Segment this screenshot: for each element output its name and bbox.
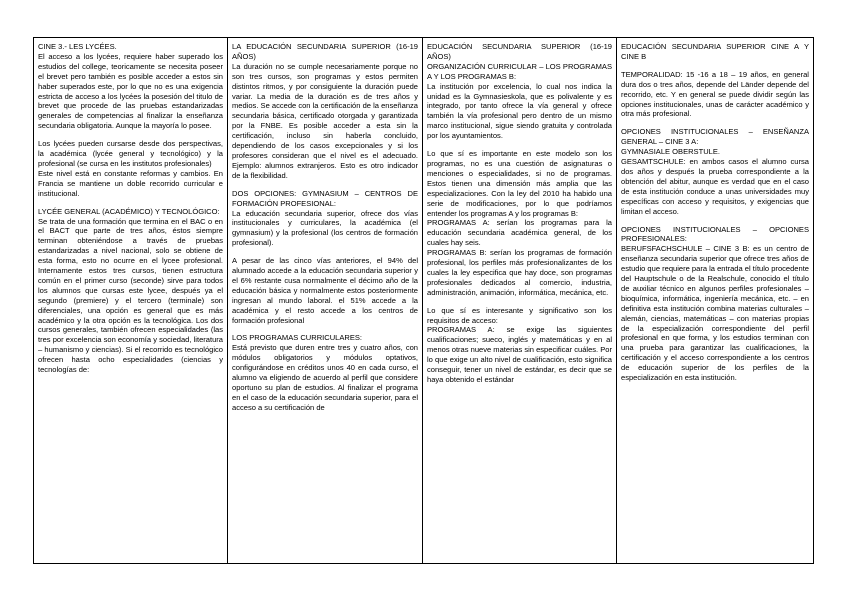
paragraph: LOS PROGRAMAS CURRICULARES: [232,333,362,343]
paragraph: ORGANIZACIÓN CURRICULAR – LOS PROGRAMAS A Y LOS PROGRAMAS B: [427,61,612,81]
paragraph: La duración no se cumple necesariamente porque no son tres cursos, son programas y estos permiten distintos ritmos, y por consiguiente la duración puede variar. La media de la duración es de tres años y medios. Se accede con la certificación de la enseñanza secundaria básica, certificado otorgada y garantizada por la FNBE. Es posible acceder a esta sin la certificación, incluso sin haberla concluido, dependiendo de los casos excepcionales y si los profesores consideran que el nivel es el adecuado. Ejemplo: alumnos extranjeros. Esto es otro indicador de la flexibilidad. [232,61,418,180]
paragraph: OPCIONES INSTITUCIONALES – ENSEÑANZA GENERAL – CINE 3 A: [621,127,809,147]
paragraph-spacer [38,199,223,207]
paragraph-spacer [621,119,809,127]
paragraph: PROGRAMAS B: serían los programas de formación profesional, los perfiles más profesionalizantes de los cuales la ley especifica que hay doce, son programas profesionales dedicados al comercio, industria, administración, animación, informática, mecánica, etc. [427,248,612,297]
paragraph: La educación secundaria superior, ofrece dos vías institucionales y curriculares, la académica (el gymnasium) y la profesional (los centros de formación profesional). [232,208,418,248]
paragraph: GYMNASIALE OBERSTULE. [621,147,720,157]
paragraph: Los lycées pueden cursarse desde dos perspectivas, la académica (lycée general y tecnológico) y la profesional (se cursa en les institutos profesionales) [38,139,223,168]
paragraph: CINE 3.- LES LYCÉES. [38,42,117,51]
paragraph: Está previsto que duren entre tres y cuatro años, con módulos obligatorios y módulos optativos, configurándose en créditos unos 40 en cada curso, el alumno va eligiendo de acuerdo al perfil que considere oportuno su plan de estudios. Al finalizar el programa en el caso de la educación secundaria superior, para el acceso a su certificación de [232,343,418,412]
comparison-table [33,37,814,564]
paragraph: EDUCACIÓN SECUNDARIA SUPERIOR (16-19 AÑOS) [427,42,612,61]
paragraph-spacer [427,141,612,149]
paragraph: Lo que sí es importante en este modelo son los programas, no es una cuestión de asignaturas o menciones o especialidades, si no de programas. Estos tienen una dimensión más amplia que las especializaciones. Con la ley del 2010 ha habido una serie de modificaciones, por lo que podríamos entender los programas A y los programas B: [427,149,612,218]
paragraph: Lo que sí es interesante y significativo son los requisitos de acceso: [427,305,612,325]
paragraph: DOS OPCIONES: GYMNASIUM – CENTROS DE FORMACIÓN PROFESIONAL: [232,188,418,208]
paragraph: La institución por excelencia, lo cual nos indica la unidad es la Gymnasieskola, que es polivalente y es integrado, por tanto ofrece la vía general y ofrece también la vía profesional pero dentro de un mismo marco institucional, sigue siendo gratuita y controlada por los ayuntamientos. [427,81,612,141]
paragraph-spacer [232,248,418,256]
paragraph: PROGRAMAS A: se exige las siguientes cualificaciones; sueco, inglés y matemáticas y en al menos otras nueve materias sin especificar cuáles. Por lo que exige un alto nivel de cualificación, esto significa conseguir, tener un nivel de estándar, es decir que se haya obtenido el estándar [427,325,612,384]
paragraph: BERUFSFACHSCHULE – CINE 3 B: es un centro de enseñanza secundaria superior que ofrece tres años de estudio que requiere para la entrada el título procedente del Hauptschule o de la Realschule, conocido el título de auxiliar técnico en algunos perfiles profesionales – bioquímica, informática, ingeniería mecánica, etc. – en definitiva esta institución combina materias culturales – alemán, ciencias, matemáticas – con materias propias de la especialización correspondiente del perfil profesional en que forma, y los estudios terminan con una prueba para garantizar las cualificaciones, la certificación y el acceso correspondiente a los centros de educación superior de los perfiles de la especialización en esta institución. [621,244,809,383]
paragraph: EDUCACIÓN SECUNDARIA SUPERIOR CINE A Y CINE B [621,42,809,61]
paragraph-spacer [38,131,223,139]
paragraph: OPCIONES INSTITUCIONALES – OPCIONES PROFESIONALES: [621,224,809,244]
paragraph-spacer [232,181,418,189]
column-sweden-secondary [423,38,617,563]
paragraph: TEMPORALIDAD: 15 -16 a 18 – 19 años, en general dura dos o tres años, depende del Länder depende del recorrido, etc. Y en general se puede dividir según las opciones institucionales, unas de carácter académico y otra más profesional. [621,69,809,119]
paragraph: PROGRAMAS A: serían los programas para la educación secundaria académica general, de los cuales hay seis. [427,218,612,248]
paragraph-spacer [232,325,418,333]
paragraph: GESAMTSCHULE: en ambos casos el alumno cursa dos años y después la prueba correspondiente a la obtención del abitur, aunque es verdad que en el caso de esta institución conduce a unas universidades muy específicas con acceso y requisitos, y exigencias que limitan el acceso. [621,157,809,216]
paragraph: LYCÉE GENERAL (ACADÉMICO) Y TECNOLÓGICO: [38,206,220,216]
paragraph-spacer [427,298,612,306]
paragraph: Se trata de una formación que termina en el BAC o en el BACT que parte de tres años, éstos siempre terminan obteniéndose a través de pruebas estandarizadas a nivel nacional, solo se obtiene de esta forma, esto no ocurre en el lycee profesional. Internamente estos tres cursos, tienen estructura común en el primer curso (seconde) sirve para todos los alumnos que cursas este lycee, después ya el segundo (premiere) y el tercero (terminale) son diferenciales, una opción es general que es más académico y la otra opción es la tecnológica. Los dos cursos generales, también ofrecen especialidades (las tres por excelencia son economía y sociedad, literatura – humanismo y ciencias). Si el recorrido es tecnológico ofrecen hasta ocho especialidades (ciencias y tecnologías de: [38,216,223,375]
paragraph: Este nivel está en constante reformas y cambios. En Francia se mantiene un doble recorrido curricular e institucional. [38,168,223,198]
paragraph: El acceso a los lycées, requiere haber superado los estudios del college, teoricamente se necesita poseer el brevet pero también es posible acceder a estos sin haber superados este, por lo que no es una exigencia estricta de acceso a los lycées la posesión del titulo de brevet que procede de las pruebas estandarizadas generales de competencias al finalizar la enseñanza secundaria obligatoria. Aunque la mayoría lo posee. [38,51,223,131]
paragraph-spacer [621,217,809,225]
column-finland-secondary [228,38,423,563]
column-germany-secondary [617,38,813,563]
paragraph: A pesar de las cinco vías anteriores, el 94% del alumnado accede a la educación secundaria superior y el 6% restante cusa normalmente el décimo año de la educación básica y normalmente estos posteriormente ingresan al mundo laboral. el 51% accede a la académica y el resto accede a los centros de formación profesional [232,256,418,325]
paragraph-spacer [621,62,809,70]
paragraph: LA EDUCACIÓN SECUNDARIA SUPERIOR (16-19 AÑOS) [232,42,418,61]
column-france-lycees [34,38,228,563]
